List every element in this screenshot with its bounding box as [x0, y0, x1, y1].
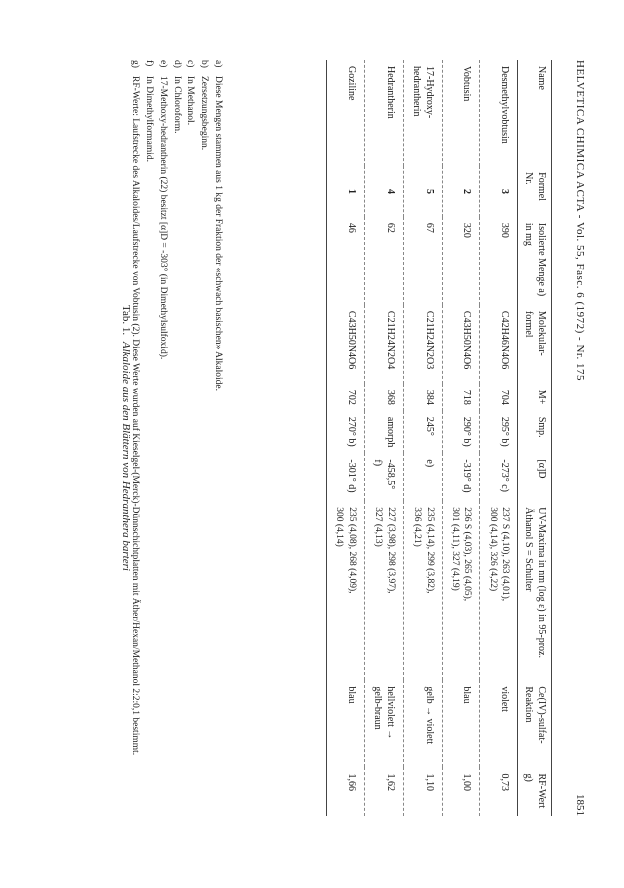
- cell-ce-reaction: gelb → violett: [403, 680, 442, 767]
- cell-amount: 390: [480, 217, 518, 305]
- page-number: 1851: [574, 794, 586, 816]
- footnote-text: In Methanol.: [185, 76, 196, 126]
- cell-uv: 236 S (4,03), 265 (4,05), 301 (4,11), 327 (4,19): [442, 501, 480, 680]
- table-label: Tab. 1.: [120, 305, 132, 336]
- table-header-row: [518, 60, 552, 816]
- col-header-name: Name: [518, 60, 552, 166]
- footnote: [210, 60, 224, 816]
- footnote: [141, 60, 155, 816]
- col-header-ce-reaction: Ce(IV)-sulfat-Reaktion: [518, 680, 552, 767]
- footnote-mark: f): [144, 60, 155, 67]
- cell-uv: 237 S (4,10), 263 (4,01), 300 (4,14), 326 (4,22): [480, 501, 518, 680]
- footnote-mark: e): [157, 60, 168, 68]
- footnotes: [128, 60, 224, 816]
- journal-title: HELVETICA CHIMICA ACTA - Vol. 55, Fasc. 6 (1972) - Nr. 175: [574, 60, 586, 381]
- cell-uv: 227 (3,98), 298 (3,97), 327 (4,13): [364, 501, 403, 680]
- table-caption: [120, 60, 132, 816]
- cell-melting-point: 245°: [403, 411, 442, 454]
- cell-molecular-formula: C43H50N4O6: [442, 305, 480, 384]
- cell-rf: 1,00: [442, 767, 480, 816]
- col-header-molecular-formula: Molekular-formel: [518, 305, 552, 384]
- cell-ce-reaction: violett: [480, 680, 518, 767]
- cell-rf: 1,66: [326, 767, 364, 816]
- col-header-formula-nr: Formel Nr.: [518, 166, 552, 217]
- col-header-rotation: [α]D: [518, 453, 552, 501]
- cell-formula-nr: 2: [442, 166, 480, 217]
- cell-mass: 702: [326, 384, 364, 411]
- cell-name: Vobtusin: [442, 60, 480, 166]
- cell-molecular-formula: C43H50N4O6: [326, 305, 364, 384]
- cell-mass: 384: [403, 384, 442, 411]
- footnote: [183, 60, 197, 816]
- cell-name: Hedrantherin: [364, 60, 403, 166]
- cell-amount: 62: [364, 217, 403, 305]
- table-row: [364, 60, 403, 816]
- col-header-amount: Isolierte Menge a) in mg: [518, 217, 552, 305]
- cell-name: 17-Hydroxy-hedrantherin: [403, 60, 442, 166]
- footnote-text: RF-Werte: Laufstrecke des Alkaloides/Laufstrecke von Vobtusin (2). Diese Werte wurden auf Kieselgel-(Merck)-Dünnschichtplatten mit Äther/Hexan/Methanol 2:2:0,1 bestimmt.: [130, 76, 141, 756]
- footnote-text: In Chloroform.: [171, 76, 182, 134]
- footnote-text: Diese Mengen stammen aus 1 kg der Fraktion der «schwach basischen» Alkaloide.: [213, 76, 223, 392]
- table-title: Alkaloide aus den Blättern von Hedranthera barteri: [120, 341, 132, 571]
- cell-amount: 320: [442, 217, 480, 305]
- cell-formula-nr: 1: [326, 166, 364, 217]
- cell-uv: 235 (4,14), 299 (3,82), 336 (4,21): [403, 501, 442, 680]
- cell-formula-nr: 4: [364, 166, 403, 217]
- cell-rotation: -458,5° f): [364, 453, 403, 501]
- table-row: [326, 60, 364, 816]
- footnote: [196, 60, 210, 816]
- footnote-text: Zersetzungsbeginn.: [199, 76, 210, 151]
- cell-melting-point: 295° b): [480, 411, 518, 454]
- cell-rotation: -301° d): [326, 453, 364, 501]
- table-row: [480, 60, 518, 816]
- cell-melting-point: amorph: [364, 411, 403, 454]
- cell-mass: 704: [480, 384, 518, 411]
- cell-melting-point: 290° b): [442, 411, 480, 454]
- footnote-mark: c): [185, 60, 196, 68]
- cell-name: Desmethylvobtusin: [480, 60, 518, 166]
- alkaloid-table: [326, 60, 552, 816]
- footnote-mark: d): [171, 60, 182, 68]
- footnote: [169, 60, 183, 816]
- table-row: [403, 60, 442, 816]
- cell-mass: 718: [442, 384, 480, 411]
- footnote-mark: a): [213, 60, 223, 68]
- cell-molecular-formula: C42H46N4O6: [480, 305, 518, 384]
- cell-uv: 235 (4,08), 268 (4,09), 300 (4,14): [326, 501, 364, 680]
- cell-molecular-formula: C21H24N2O4: [364, 305, 403, 384]
- cell-rf: 1,62: [364, 767, 403, 816]
- cell-ce-reaction: hellviolett → gelb-braun: [364, 680, 403, 767]
- cell-rf: 1,10: [403, 767, 442, 816]
- cell-mass: 368: [364, 384, 403, 411]
- cell-amount: 67: [403, 217, 442, 305]
- cell-amount: 46: [326, 217, 364, 305]
- running-header: [566, 60, 586, 816]
- cell-rotation: -273° c): [480, 453, 518, 501]
- cell-formula-nr: 5: [403, 166, 442, 217]
- cell-formula-nr: 3: [480, 166, 518, 217]
- footnote-text: In Dimethylformamid.: [144, 76, 155, 163]
- cell-rotation: -319° d): [442, 453, 480, 501]
- table-row: [442, 60, 480, 816]
- cell-rotation: e): [403, 453, 442, 501]
- footnote-mark: b): [199, 60, 210, 68]
- col-header-rf: RF-Wert g): [518, 767, 552, 816]
- footnote-text: 17-Methoxy-hedrantherin (22) besitzt [α]D = -303° (in Dimethylsulfoxid).: [157, 76, 168, 360]
- cell-name: Goziline: [326, 60, 364, 166]
- footnote: [155, 60, 169, 816]
- cell-ce-reaction: blau: [442, 680, 480, 767]
- cell-rf: 0,73: [480, 767, 518, 816]
- col-header-melting-point: Smp.: [518, 411, 552, 454]
- cell-molecular-formula: C21H24N2O3: [403, 305, 442, 384]
- cell-ce-reaction: blau: [326, 680, 364, 767]
- cell-melting-point: 270° b): [326, 411, 364, 454]
- footnote-mark: g): [130, 60, 141, 68]
- col-header-uv: UV-Maxima in nm (log ε) in 95-proz. Äthanol S = Schulter: [518, 501, 552, 680]
- col-header-mass: M+: [518, 384, 552, 411]
